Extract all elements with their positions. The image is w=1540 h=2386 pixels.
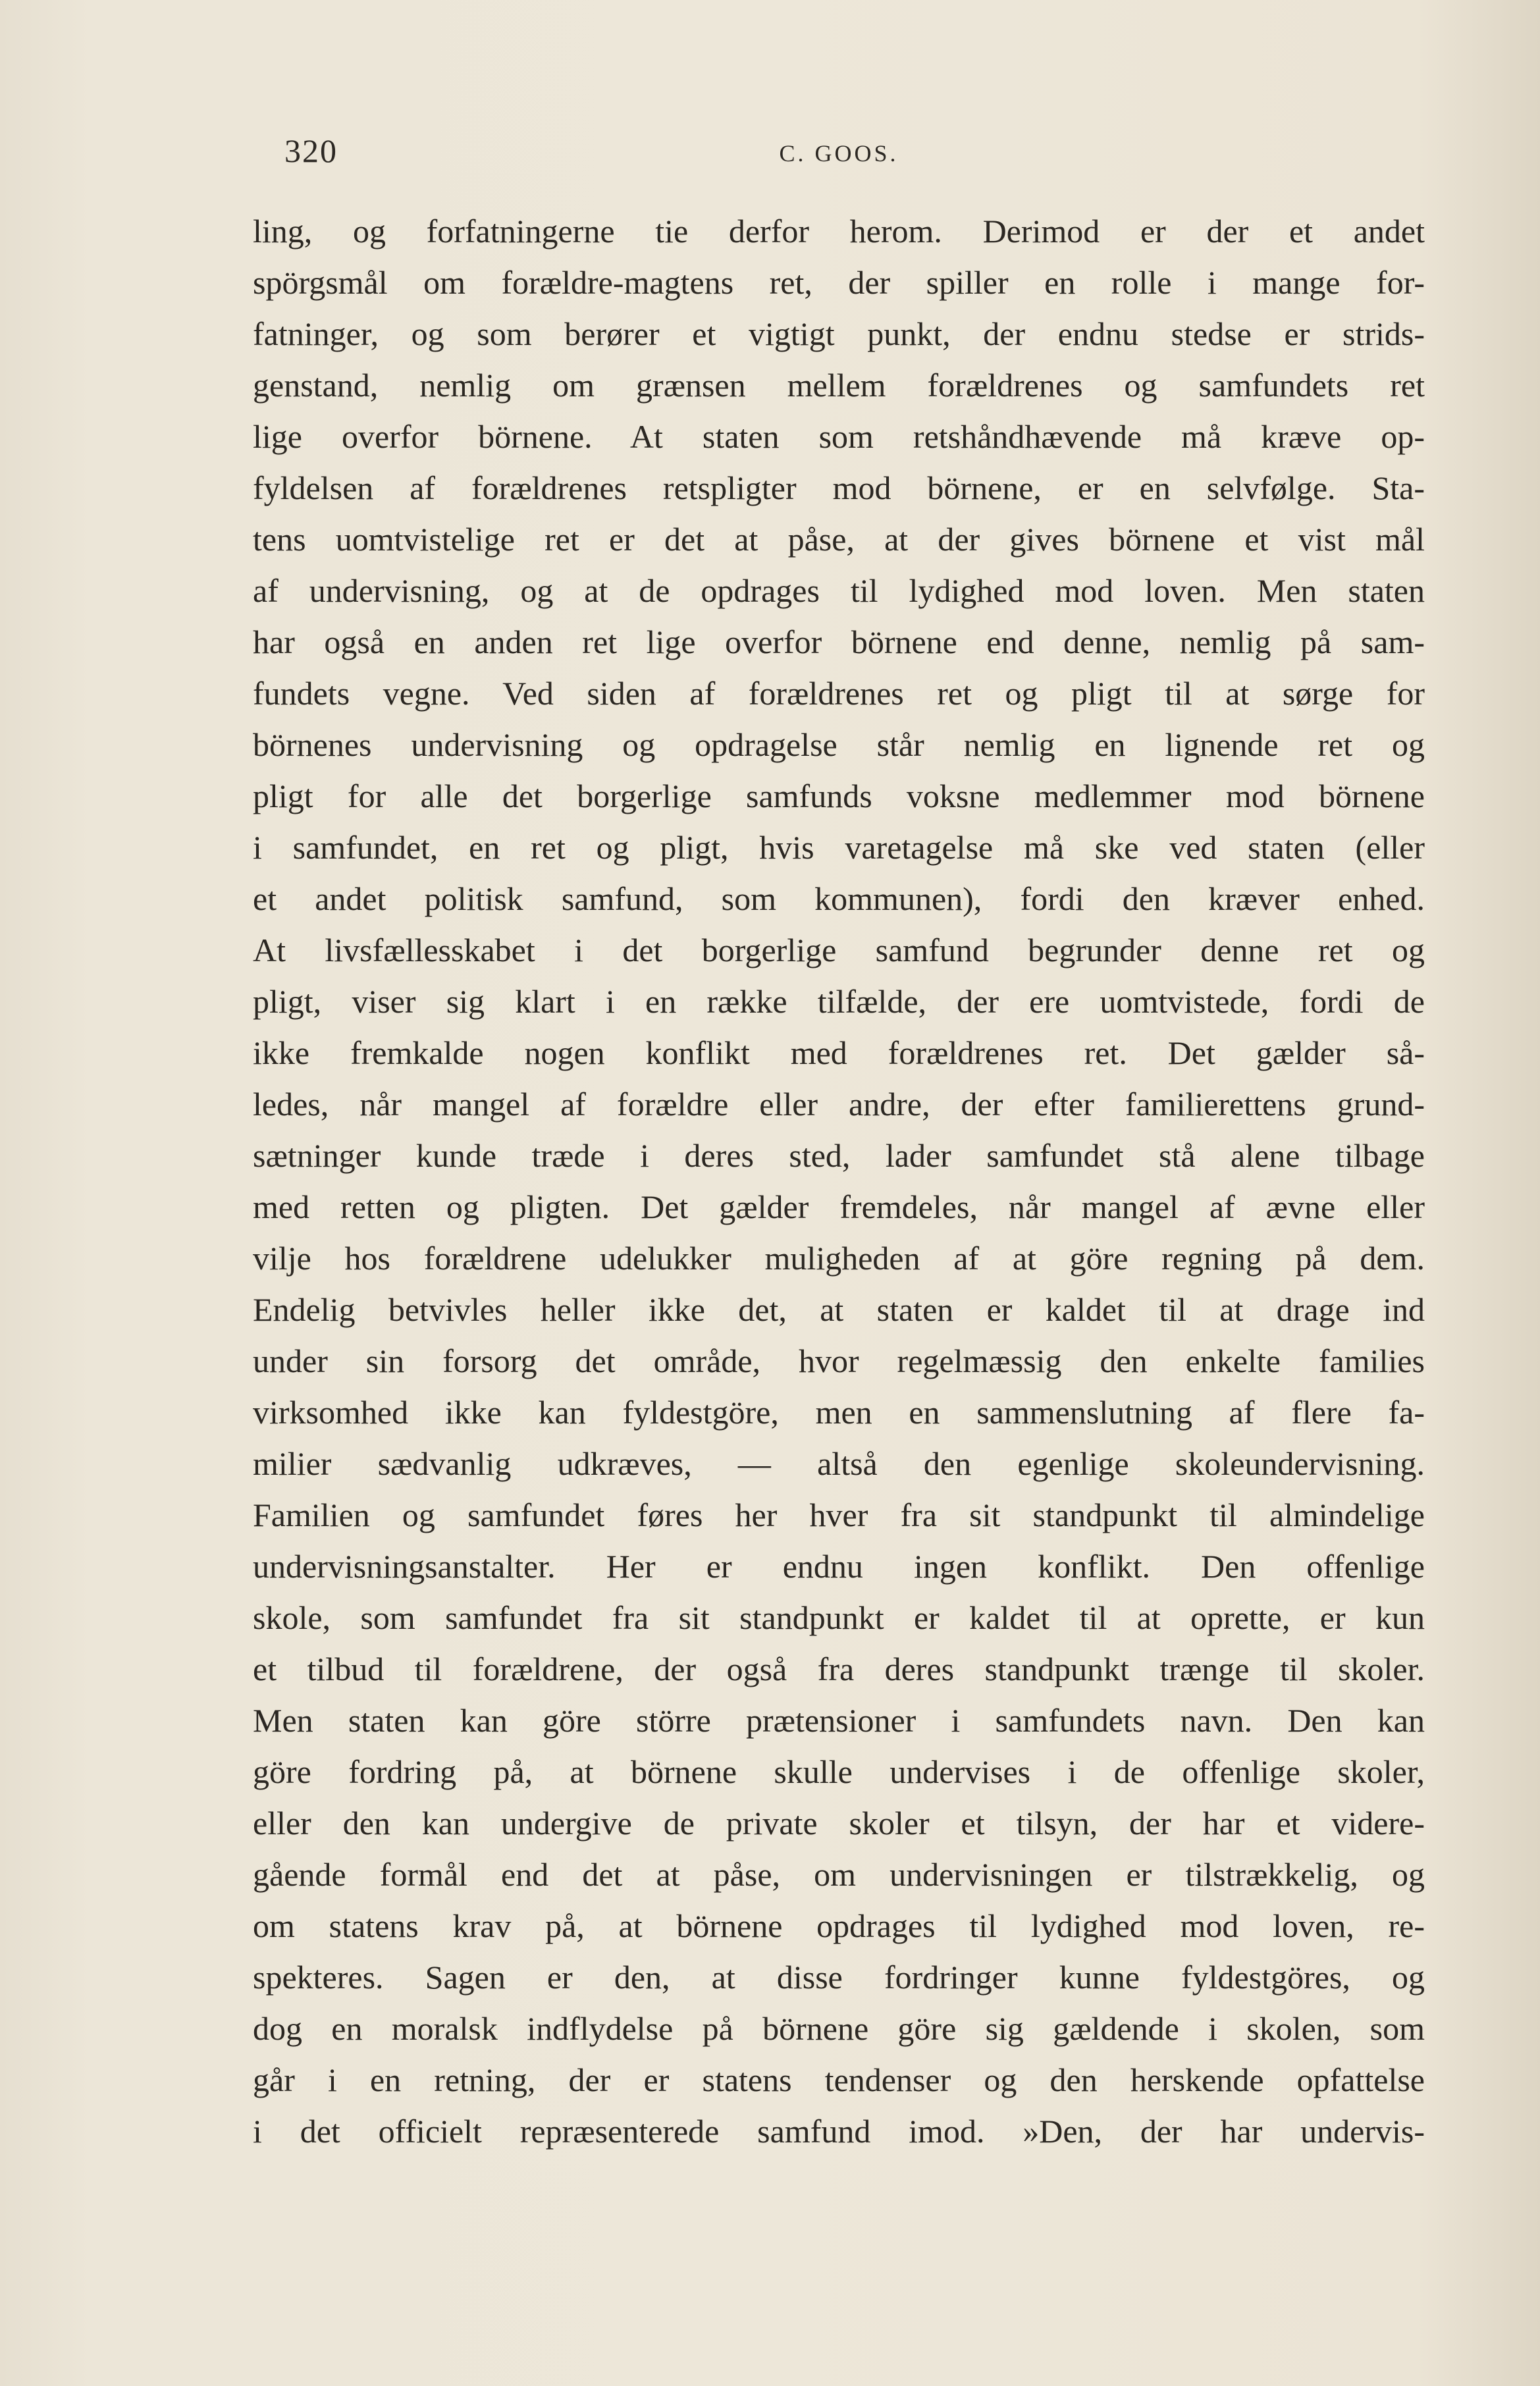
text-line: dog en moralsk indflydelse på börnene göre sig gældende i skolen, som [253, 2010, 1425, 2047]
text-line: i samfundet, en ret og pligt, hvis varetagelse må ske ved staten (eller [253, 829, 1425, 866]
text-line: tens uomtvistelige ret er det at påse, at der gives börnene et vist mål [253, 521, 1425, 558]
text-line: fundets vegne. Ved siden af forældrenes ret og pligt til at sørge for [253, 675, 1425, 712]
text-line: Men staten kan göre större prætensioner i samfundets navn. Den kan [253, 1702, 1425, 1739]
page-number: 320 [284, 132, 338, 169]
text-line: et andet politisk samfund, som kommunen), fordi den kræver enhed. [253, 880, 1425, 917]
text-line: Familien og samfundet føres her hver fra sit standpunkt til almindelige [253, 1497, 1425, 1533]
text-line: med retten og pligten. Det gælder fremdeles, når mangel af ævne eller [253, 1188, 1425, 1225]
text-line: om statens krav på, at börnene opdrages til lydighed mod loven, re- [253, 1907, 1425, 1944]
text-line: ikke fremkalde nogen konflikt med forældrenes ret. Det gælder så- [253, 1034, 1425, 1071]
text-line: pligt for alle det borgerlige samfunds voksne medlemmer mod börnene [253, 778, 1425, 814]
text-line: fatninger, og som berører et vigtigt punkt, der endnu stedse er strids- [253, 315, 1425, 352]
text-line: et tilbud til forældrene, der også fra deres standpunkt trænge til skoler. [253, 1651, 1425, 1687]
text-line: undervisningsanstalter. Her er endnu ingen konflikt. Den offenlige [253, 1548, 1425, 1585]
text-line: börnenes undervisning og opdragelse står nemlig en lignende ret og [253, 726, 1425, 763]
text-line: virksomhed ikke kan fyldestgöre, men en sammenslutning af flere fa- [253, 1394, 1425, 1431]
text-line: sætninger kunde træde i deres sted, lader samfundet stå alene tilbage [253, 1137, 1425, 1174]
text-line: i det officielt repræsenterede samfund imod. »Den, der har undervis- [253, 2113, 1425, 2150]
text-line: lige overfor börnene. At staten som retshåndhævende må kræve op- [253, 418, 1425, 455]
text-line: ledes, når mangel af forældre eller andre, der efter familierettens grund- [253, 1086, 1425, 1123]
text-line: spekteres. Sagen er den, at disse fordringer kunne fyldestgöres, og [253, 1959, 1425, 1996]
text-line: har også en anden ret lige overfor börnene end denne, nemlig på sam- [253, 623, 1425, 660]
text-line: pligt, viser sig klart i en række tilfælde, der ere uomtvistede, fordi de [253, 983, 1425, 1020]
text-line: ling, og forfatningerne tie derfor herom. Derimod er der et andet [253, 213, 1425, 250]
page-header [253, 132, 1425, 178]
text-line: fyldelsen af forældrenes retspligter mod börnene, er en selvfølge. Sta- [253, 469, 1425, 506]
text-line: göre fordring på, at börnene skulle undervises i de offenlige skoler, [253, 1753, 1425, 1790]
text-line: spörgsmål om forældre-magtens ret, der spiller en rolle i mange for- [253, 264, 1425, 301]
running-head: C. GOOS. [779, 140, 899, 167]
text-line: af undervisning, og at de opdrages til lydighed mod loven. Men staten [253, 572, 1425, 609]
text-line: under sin forsorg det område, hvor regelmæssig den enkelte families [253, 1342, 1425, 1379]
text-line: gående formål end det at påse, om undervisningen er tilstrækkelig, og [253, 1856, 1425, 1893]
text-line: genstand, nemlig om grænsen mellem forældrenes og samfundets ret [253, 367, 1425, 404]
text-line: eller den kan undergive de private skoler et tilsyn, der har et videre- [253, 1805, 1425, 1842]
text-line: skole, som samfundet fra sit standpunkt er kaldet til at oprette, er kun [253, 1599, 1425, 1636]
text-line: milier sædvanlig udkræves, — altså den egenlige skoleundervisning. [253, 1445, 1425, 1482]
text-line: går i en retning, der er statens tendenser og den herskende opfattelse [253, 2061, 1425, 2098]
body-text [253, 205, 1425, 2157]
text-line: At livsfællesskabet i det borgerlige samfund begrunder denne ret og [253, 932, 1425, 968]
text-line: vilje hos forældrene udelukker muligheden af at göre regning på dem. [253, 1240, 1425, 1277]
text-line: Endelig betvivles heller ikke det, at staten er kaldet til at drage ind [253, 1291, 1425, 1328]
